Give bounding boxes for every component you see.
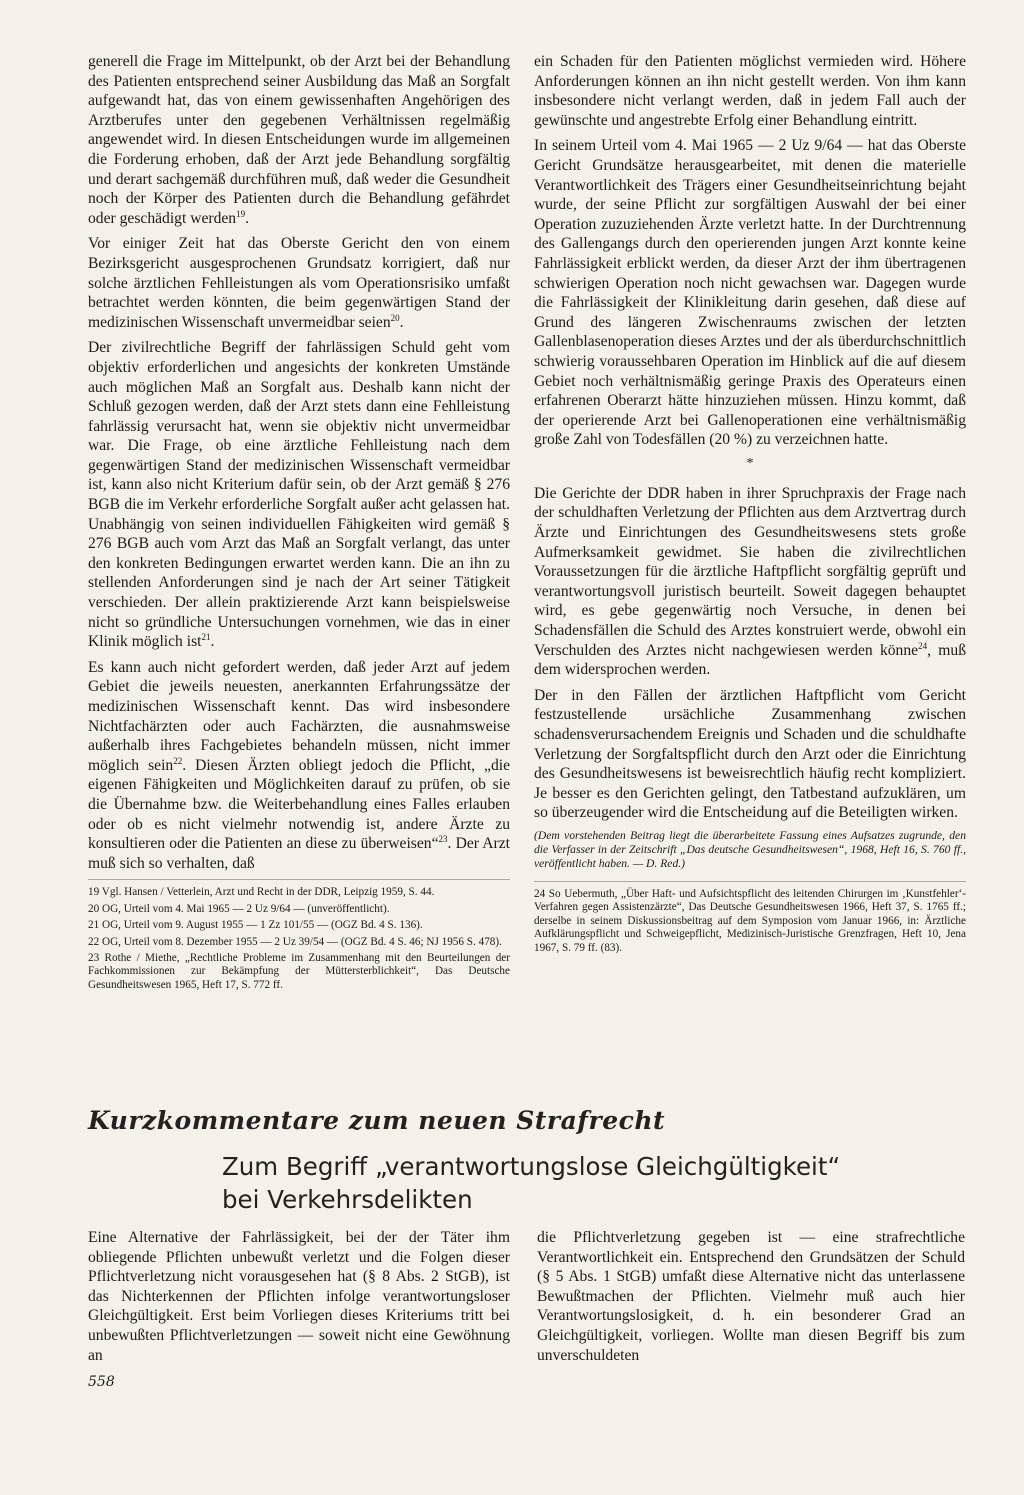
article-title bbox=[222, 1150, 982, 1216]
article-right-column bbox=[537, 1228, 965, 1371]
footnotes bbox=[534, 881, 966, 955]
section-heading: Kurzkommentare zum neuen Strafrecht bbox=[88, 1106, 666, 1135]
paragraph: Eine Alternative der Fahrlässigkeit, bei der der Täter ihm obliegende Pflichten unbewußt verletzt und die Folgen dieser Pflichtverletzung nicht vorausgesehen hat (§ 8 Abs. 2 StGB), ist das Nichterkennen der Pflichten infolge verantwortungsloser Gleichgültigkeit. Erst beim Vorliegen dieses Kriteriums tritt bei unbewußten Pflichtverletzungen — soweit nicht eine Gewöhnung an bbox=[88, 1229, 510, 1364]
section-separator: * bbox=[746, 455, 754, 471]
footnote: 21 OG, Urteil vom 9. August 1955 — 1 Zz 101/55 — (OGZ Bd. 4 S. 136). bbox=[88, 919, 423, 932]
page-number: 558 bbox=[88, 1374, 115, 1390]
paragraph: Die Gerichte der DDR haben in ihrer Spruchpraxis der Frage nach der schuldhaften Verletzung der Pflichten aus dem Arztvertrag durch Ärzte und Einrichtungen des Gesundheitswesens stets große Aufmerksamkeit gewidmet. Sie haben die zivilrechtlichen Voraussetzungen für die ärztliche Haftpflicht sorgfältig geprüft und verantwortungsvoll juristisch beurteilt. Soweit dagegen behauptet wird, es gebe gegenwärtig noch Versuche, in denen bei Schadensfällen die Schuld des Arztes konstruiert werde, obwohl ein Verschulden des Arztes nicht nachgewiesen werden könne$^{24}$, muß dem widersprochen werden. bbox=[534, 484, 966, 679]
article-title-line: Zum Begriff „verantwortungslose Gleichgültigkeit“ bbox=[222, 1152, 841, 1181]
footnotes bbox=[88, 879, 510, 992]
paragraph: In seinem Urteil vom 4. Mai 1965 — 2 Uz 9/64 — hat das Oberste Gericht Grundsätze herausgearbeitet, mit denen die materielle Verantwortlichkeit des Trägers einer Gesundheitseinrichtung bejaht wurde, der seine Pflicht zur sorgfältigen Auswahl der bei einer Operation zuzuziehenden Ärzte verletzt hatte. In der Durchtrennung des Gallengangs durch den operierenden jungen Arzt konnte keine Fahrlässigkeit erblickt werden, da dieser Arzt der ihm übertragenen schwierigen Operation noch nicht gewachsen war. Dagegen wurde die Fahrlässigkeit der Klinikleitung darin gesehen, daß diese auf Grund des längeren Zwischenraums zwischen der letzten Gallenblasenoperation dieses Arztes und der als überdurchschnittlich schwierig voraussehbaren Operation im Hinblick auf die auf diesem Gebiet noch verhältnismäßig geringe Praxis des Operateurs einen erfahrenen Oberarzt hätte hinzuziehen müssen. Hinzu kommt, daß der operierende Arzt bei Gallenoperationen eine verhältnismäßig große Zahl von Todesfällen (20 %) zu verzeichnen hatte. bbox=[534, 137, 966, 449]
left-column bbox=[88, 52, 510, 995]
paragraph: Es kann auch nicht gefordert werden, daß jeder Arzt auf jedem Gebiet die jeweils neuesten, anerkannten Erfahrungssätze der medizinischen Wissenschaft kennt. Das wird insbesondere Nichtfachärzten oder auch Fachärzten, die ausnahmsweise außerhalb ihres Fachgebietes behandeln müssen, nicht immer möglich sein$^{22}$. Diesen Ärzten obliegt jedoch die Pflicht, „die eigenen Fähigkeiten und Möglichkeiten darauf zu prüfen, ob sie die Übernahme bzw. die Weiterbehandlung eines Falles erlauben oder ob es nicht vielmehr notwendig ist, andere Ärzte zu konsultieren oder die Patienten an diese zu überweisen“$^{23}$. Der Arzt muß sich so verhalten, daß bbox=[88, 658, 510, 872]
footnote: 19 Vgl. Hansen / Vetterlein, Arzt und Recht in der DDR, Leipzig 1959, S. 44. bbox=[88, 886, 435, 899]
paragraph: Der zivilrechtliche Begriff der fahrlässigen Schuld geht vom objektiv erforderlichen und angesichts der konkreten Umstände auch möglichen Maß an Sorgfalt aus. Deshalb kann nicht der Schluß gezogen werden, daß der Arzt stets dann eine Fehlleistung fahrlässig verursacht hat, wenn sie objektiv nicht unvermeidbar war. Die Frage, ob eine ärztliche Fehlleistung nach dem gegenwärtigen Stand der medizinischen Wissenschaft vermeidbar ist, kann also nicht Kriterium dafür sein, ob der Arzt gemäß § 276 BGB die im Verkehr erforderliche Sorgfalt außer acht gelassen hat. Unabhängig von seinen individuellen Fähigkeiten wird gemäß § 276 BGB auch vom Arzt das Maß an Sorgfalt verlangt, das unter den konkreten Bedingungen erwartet werden kann. Die an ihn zu stellenden Anforderungen sind je nach der Art seiner Tätigkeit verschieden. Der allein praktizierende Arzt kann beispielsweise nicht so gründliche Untersuchungen vornehmen, wie das in einer Klinik möglich ist$^{21}$. bbox=[88, 339, 510, 651]
footnote: 24 So Uebermuth, „Über Haft- und Aufsichtspflicht des leitenden Chirurgen im ‚Kunstfehler‘-Verfahren gegen Assistenzärzte“, Das Deutsche Gesundheitswesen 1966, Heft 37, S. 1765 ff.; derselbe in seinem Diskussionsbeitrag auf dem Symposion vom Januar 1966, in: Ärztliche Aufklärungspflicht und Schweigepflicht, Medizinisch-Juristische Grenzfragen, Heft 10, Jena 1967, S. 79 ff. (83). bbox=[534, 887, 966, 954]
paragraph: Vor einiger Zeit hat das Oberste Gericht den von einem Bezirksgericht ausgesprochenen Grundsatz korrigiert, daß nur solche ärztlichen Fehlleistungen als vom Operationsrisiko umfaßt betrachtet werden könnten, die beim gegenwärtigen Stand der medizinischen Wissenschaft unvermeidbar seien$^{20}$. bbox=[88, 235, 510, 331]
footnote: 20 OG, Urteil vom 4. Mai 1965 — 2 Uz 9/64 — (unveröffentlicht). bbox=[88, 902, 390, 915]
paragraph: ein Schaden für den Patienten möglichst vermieden wird. Höhere Anforderungen können an ihn nicht gestellt werden. Von ihm kann insbesondere nicht verlangt werden, daß in jedem Fall auch der gewünschte und angestrebte Erfolg einer Behandlung eintritt. bbox=[534, 53, 966, 129]
editor-note: (Dem vorstehenden Beitrag liegt die überarbeitete Fassung eines Aufsatzes zugrunde, den die Verfasser in der Zeitschrift „Das deutsche Gesundheitswesen“, 1968, Heft 16, S. 760 ff., veröffentlicht haben. — D. Red.) bbox=[534, 828, 966, 870]
article-title-line: bei Verkehrsdelikten bbox=[222, 1185, 473, 1214]
footnote: 23 Rothe / Miethe, „Rechtliche Probleme im Zusammenhang mit den Beurteilungen der Fachkommissionen zur Bekämpfung der Müttersterblichkeit“, Das Deutsche Gesundheitswesen 1965, Heft 17, S. 772 ff. bbox=[88, 951, 510, 991]
paragraph: generell die Frage im Mittelpunkt, ob der Arzt bei der Behandlung des Patienten entsprechend seiner Ausbildung das Maß an Sorgfalt aufgewandt hat, das von einem gewissenhaften Angehörigen des Arztberufes unter den gegebenen Verhältnissen regelmäßig angewendet wird. In diesen Entscheidungen wurde im allgemeinen die Forderung erhoben, daß der Arzt jede Behandlung sorgfältig und derart sachgemäß durchführen muß, daß weder die Gesundheit noch der Körper des Patienten durch die Behandlung gefährdet oder geschädigt werden$^{19}$. bbox=[88, 53, 510, 227]
right-column bbox=[534, 52, 966, 958]
article-left-column bbox=[88, 1228, 510, 1371]
footnote: 22 OG, Urteil vom 8. Dezember 1955 — 2 Uz 39/54 — (OGZ Bd. 4 S. 46; NJ 1956 S. 478). bbox=[88, 935, 502, 948]
paragraph: die Pflichtverletzung gegeben ist — eine strafrechtliche Verantwortlichkeit ein. Entsprechend den Grundsätzen der Schuld (§ 5 Abs. 1 StGB) umfaßt diese Alternative nicht das unterlassene Bewußtmachen der Pflichten. Vielmehr muß auch hier Verantwortungslosigkeit, d. h. ein besonderer Grad an Gleichgültigkeit, vorliegen. Wollte man diesen Begriff bis zum unverschuldeten bbox=[537, 1229, 965, 1364]
paragraph: Der in den Fällen der ärztlichen Haftpflicht vom Gericht festzustellende ursächliche Zusammenhang zwischen schadensverursachendem Ereignis und Schaden und die schuldhafte Verletzung der Sorgfaltspflicht durch den Arzt oder die Einrichtung des Gesundheitswesens ist beweisrechtlich häufig recht kompliziert. Je besser es den Gerichten gelingt, den Tatbestand aufzuklären, um so überzeugender wird die Entscheidung auf die Beteiligten wirken. bbox=[534, 686, 966, 822]
